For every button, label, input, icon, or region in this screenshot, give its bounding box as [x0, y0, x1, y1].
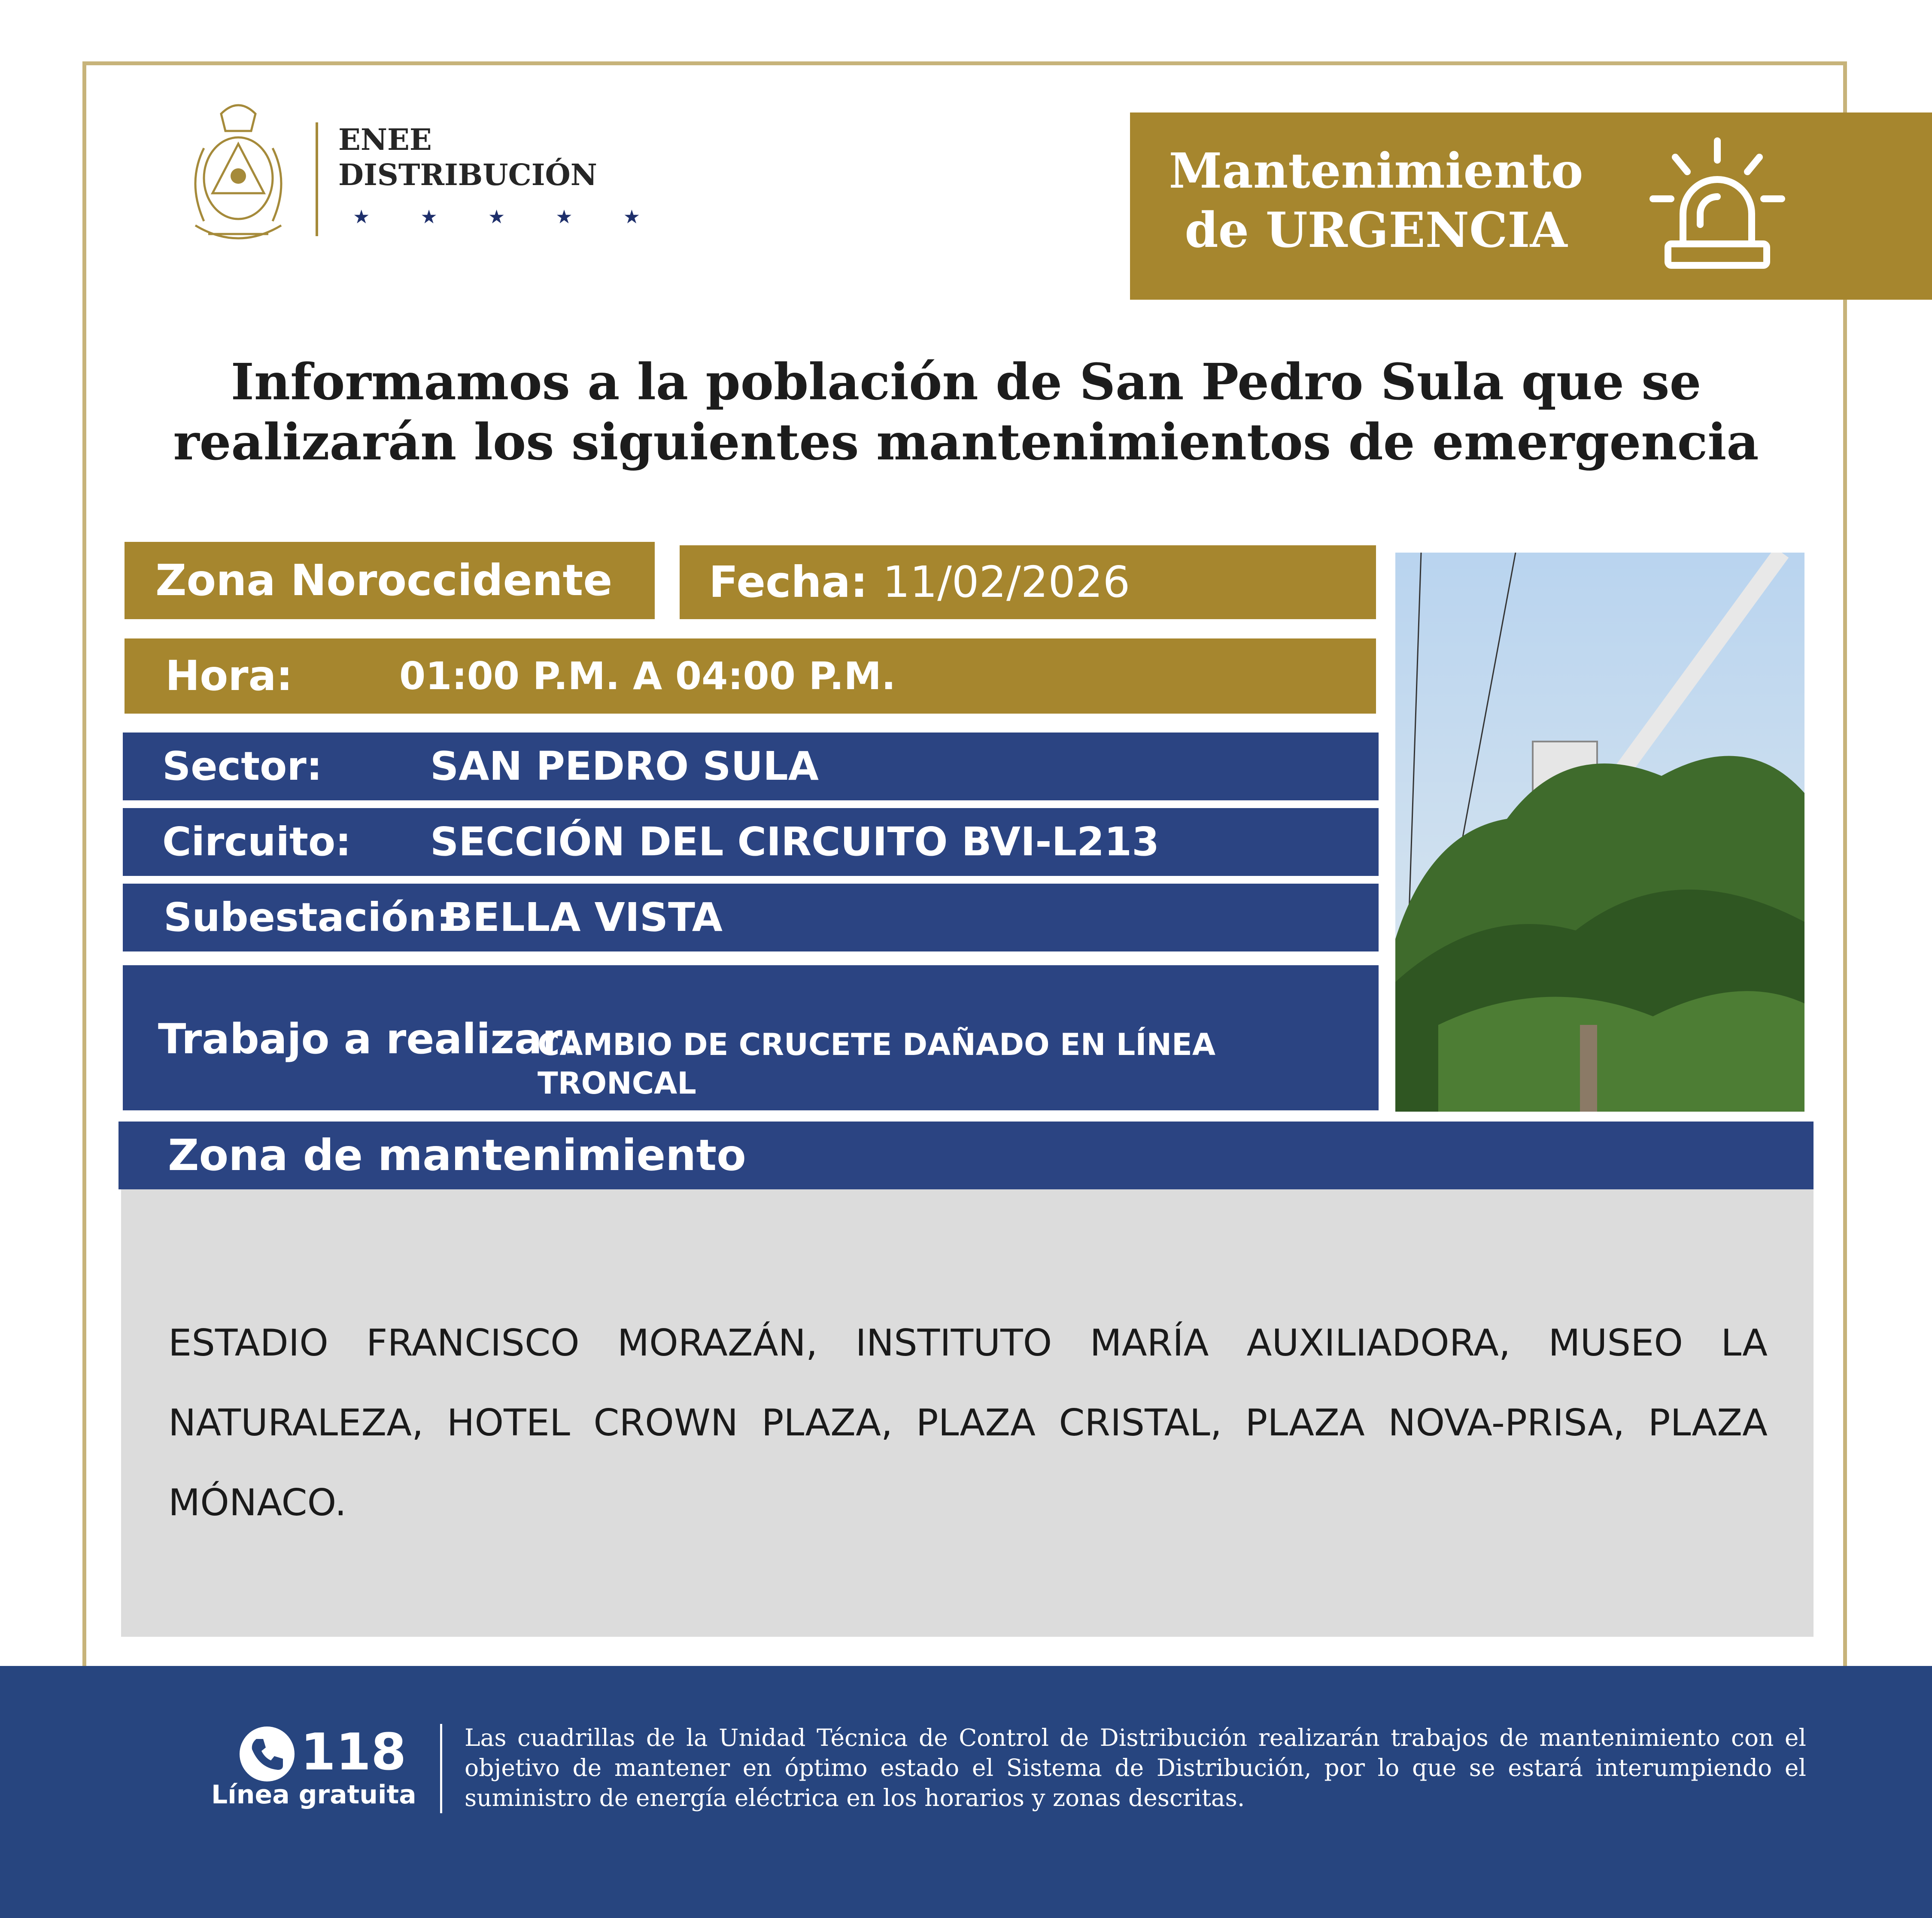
substation-bar	[123, 884, 1379, 951]
intro-text: Informamos a la población de San Pedro Sula que se realizarán los siguientes mantenimientos de emergencia	[173, 353, 1759, 471]
date-bar	[680, 545, 1376, 619]
brand-name	[338, 122, 597, 193]
footer-divider	[440, 1724, 442, 1813]
brand-stars: ★ ★ ★ ★ ★	[353, 206, 663, 228]
time-value: 01:00 P.M. A 04:00 P.M.	[399, 654, 896, 698]
bucket-truck-photo	[1395, 553, 1804, 1112]
substation-value: BELLA VISTA	[443, 894, 723, 940]
urgent-banner-title: Mantenimiento de URGENCIA	[1169, 143, 1583, 258]
circuit-bar	[123, 808, 1379, 876]
work-value: CAMBIO DE CRUCETE DAÑADO EN LÍNEA TRONCAL	[538, 1027, 1216, 1101]
work-bar	[123, 965, 1379, 1110]
maintenance-zone-text: ESTADIO FRANCISCO MORAZÁN, INSTITUTO MARÍA AUXILIADORA, MUSEO LA NATURALEZA, HOTEL CROWN PLAZA, PLAZA CRISTAL, PLAZA NOVA-PRISA, PLAZA MÓNACO.	[168, 1322, 1768, 1524]
footer-notice: Las cuadrillas de la Unidad Técnica de Control de Distribución realizarán trabajos de mantenimiento con el objetivo de mantener en óptimo estado el Sistema de Distribución, por lo que se estará interumpiendo el suministro de energía eléctrica en los horarios y zonas descritas.	[465, 1724, 1806, 1812]
substation-label: Subestación:	[164, 894, 453, 940]
hotline-number: 118	[301, 1722, 407, 1781]
date-value: 11/02/2026	[882, 557, 1130, 607]
hotline-label: Línea gratuita	[211, 1780, 416, 1810]
sector-value: SAN PEDRO SULA	[430, 743, 819, 789]
sector-label: Sector:	[162, 743, 322, 789]
date-label: Fecha:	[709, 557, 868, 607]
logo-divider	[316, 122, 318, 236]
brand-line-1: ENEE	[338, 123, 432, 157]
time-bar	[125, 638, 1376, 714]
time-label: Hora:	[165, 652, 293, 700]
maintenance-zone-heading: Zona de mantenimiento	[118, 1122, 1814, 1189]
sector-bar	[123, 733, 1379, 800]
coat-of-arms-logo	[178, 97, 298, 253]
circuit-value: SECCIÓN DEL CIRCUITO BVI-L213	[430, 819, 1160, 865]
siren-icon	[1649, 137, 1786, 274]
zone-label: Zona Noroccidente	[125, 542, 655, 619]
work-label: Trabajo a realizar:	[158, 1015, 579, 1063]
circuit-label: Circuito:	[162, 819, 351, 865]
brand-line-2: DISTRIBUCIÓN	[338, 158, 597, 192]
phone-icon	[238, 1725, 296, 1783]
